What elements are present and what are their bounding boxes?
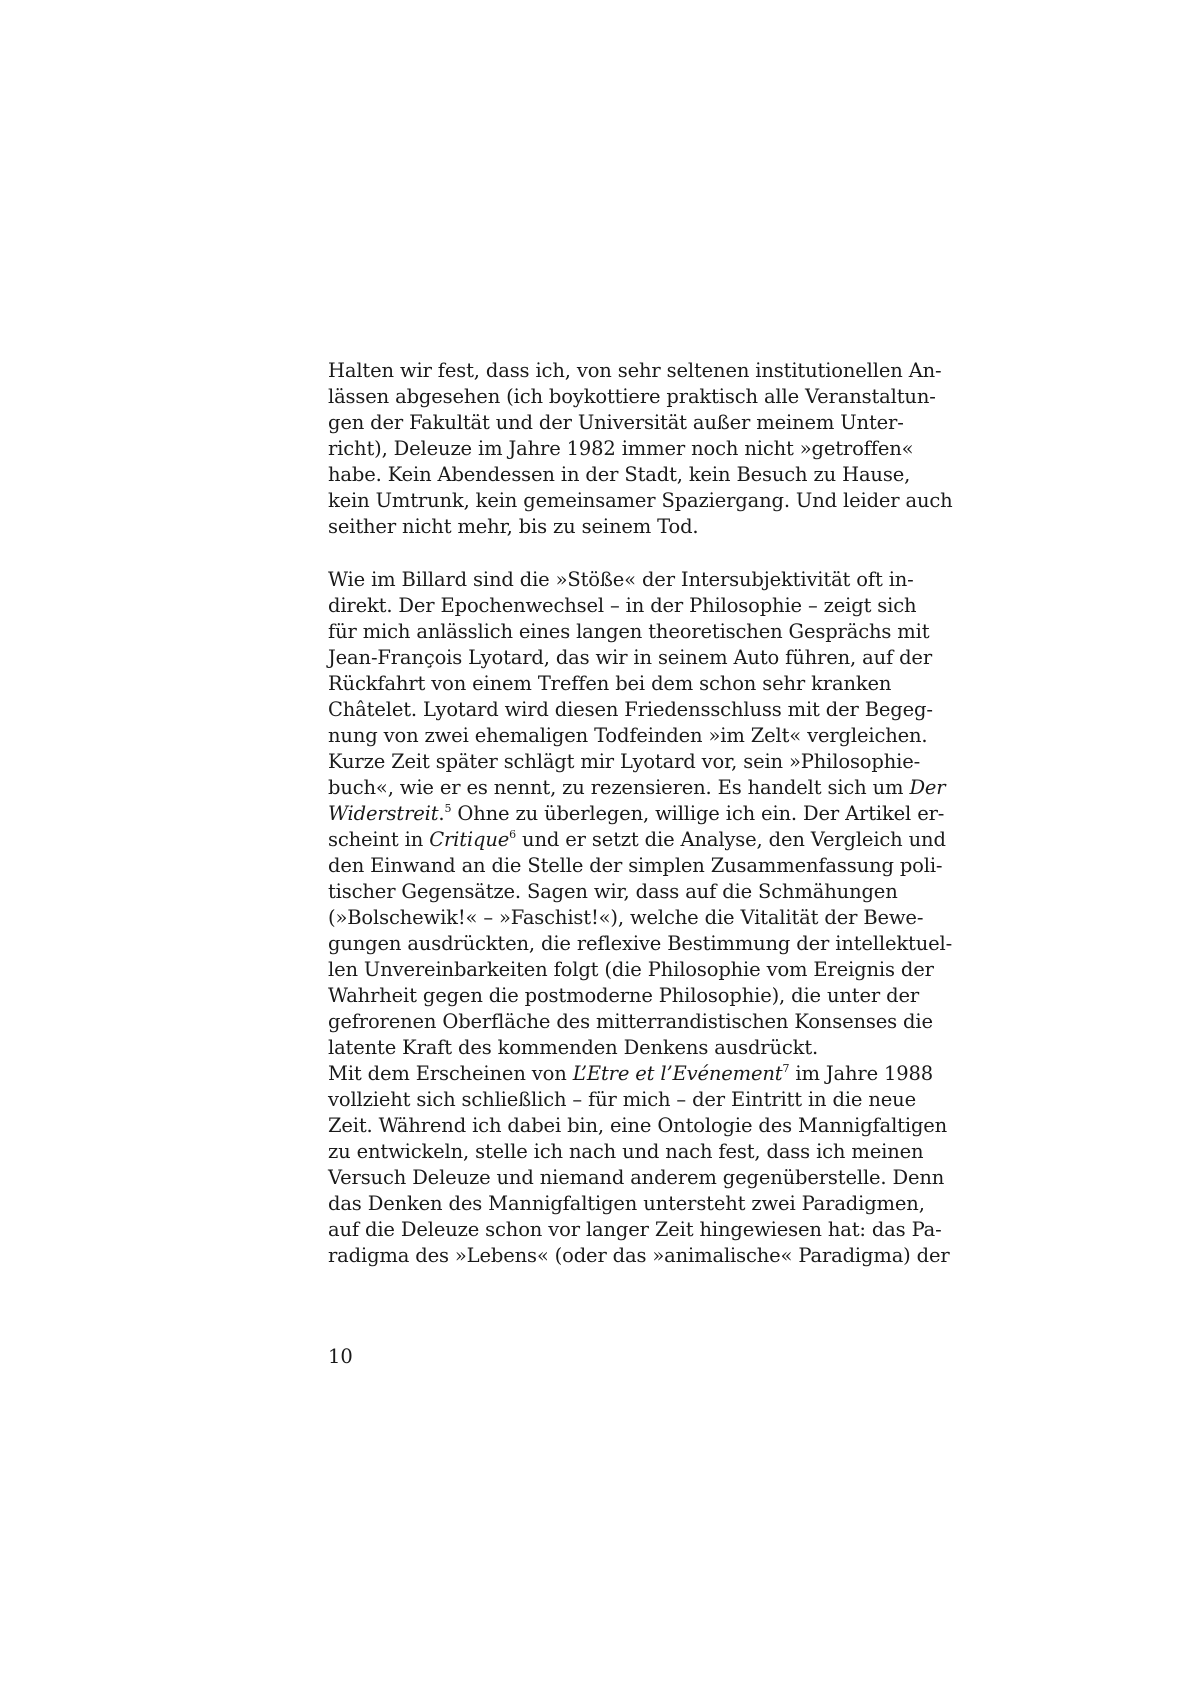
text-segment: und er setzt die Analyse, den Vergleich und	[516, 828, 946, 851]
text-segment: Versuch Deleuze und niemand anderem gegenüberstelle. Denn	[328, 1166, 945, 1189]
text-segment: len Unvereinbarkeiten folgt (die Philosophie vom Ereignis der	[328, 958, 934, 981]
text-line	[328, 671, 892, 697]
paragraph	[328, 1061, 950, 1269]
text-segment: Wie im Billard sind die »Stöße« der Intersubjektivität oft in-	[328, 568, 914, 591]
body-text	[328, 358, 953, 1269]
footnote-marker: 7	[782, 1062, 790, 1075]
text-line	[328, 1217, 942, 1243]
text-segment: Ohne zu überlegen, willige ich ein. Der Artikel er-	[451, 802, 945, 825]
text-line	[328, 567, 914, 593]
text-line	[328, 1061, 934, 1087]
text-segment: tischer Gegensätze. Sagen wir, dass auf die Schmähungen	[328, 880, 898, 903]
page-number: 10	[328, 1345, 353, 1368]
text-line	[328, 593, 917, 619]
text-line	[328, 645, 932, 671]
text-segment: Jean-François Lyotard, das wir in seinem Auto führen, auf der	[328, 646, 932, 669]
footnote-marker: 6	[509, 828, 516, 841]
text-line	[328, 879, 898, 905]
italic-title: L’Etre et l’Evénement	[572, 1062, 783, 1085]
text-segment: (»Bolschewik!« – »Faschist!«), welche die Vitalität der Bewe-	[328, 906, 924, 929]
text-segment: seither nicht mehr, bis zu seinem Tod.	[328, 515, 699, 538]
text-segment: gungen ausdrückten, die reflexive Bestimmung der intellektuel-	[328, 932, 953, 955]
text-segment: richt), Deleuze im Jahre 1982 immer noch nicht »getroffen«	[328, 437, 914, 460]
text-line	[328, 462, 911, 488]
text-line	[328, 957, 934, 983]
text-segment: gefrorenen Oberfläche des mitterrandistischen Konsenses die	[328, 1010, 933, 1033]
text-segment: zu entwickeln, stelle ich nach und nach fest, dass ich meinen	[328, 1140, 924, 1163]
text-segment: gen der Fakultät und der Universität außer meinem Unter-	[328, 411, 904, 434]
text-line	[328, 801, 945, 827]
text-segment: buch«, wie er es nennt, zu rezensieren. Es handelt sich um	[328, 776, 910, 799]
text-segment: lässen abgesehen (ich boykottiere praktisch alle Veranstaltun-	[328, 385, 936, 408]
text-line	[328, 1243, 950, 1269]
text-segment: latente Kraft des kommenden Denkens ausdrückt.	[328, 1036, 819, 1059]
text-line	[328, 1191, 925, 1217]
text-line	[328, 697, 933, 723]
text-segment: Châtelet. Lyotard wird diesen Friedensschluss mit der Begeg-	[328, 698, 933, 721]
text-line	[328, 1035, 882, 1061]
text-line	[328, 488, 953, 514]
text-segment: Zeit. Während ich dabei bin, eine Ontologie des Mannigfaltigen	[328, 1114, 948, 1137]
text-line	[328, 723, 928, 749]
text-line	[328, 853, 943, 879]
text-line	[328, 775, 946, 801]
text-line	[328, 436, 914, 462]
text-segment: den Einwand an die Stelle der simplen Zusammenfassung poli-	[328, 854, 943, 877]
text-segment: scheint in	[328, 828, 430, 851]
text-segment: für mich anlässlich eines langen theoretischen Gesprächs mit	[328, 620, 930, 643]
text-line	[328, 983, 920, 1009]
text-segment: .	[438, 802, 445, 825]
text-segment: das Denken des Mannigfaltigen untersteht zwei Paradigmen,	[328, 1192, 925, 1215]
text-line	[328, 619, 930, 645]
text-segment: habe. Kein Abendessen in der Stadt, kein Besuch zu Hause,	[328, 463, 911, 486]
text-line	[328, 1087, 916, 1113]
text-segment: Mit dem Erscheinen von	[328, 1062, 573, 1085]
text-line	[328, 931, 953, 957]
paragraph	[328, 358, 953, 540]
paragraph-gap	[328, 540, 882, 567]
text-segment: Halten wir fest, dass ich, von sehr seltenen institutionellen An-	[328, 359, 942, 382]
text-segment: Rückfahrt von einem Treffen bei dem schon sehr kranken	[328, 672, 892, 695]
text-segment: vollzieht sich schließlich – für mich – der Eintritt in die neue	[328, 1088, 916, 1111]
italic-title: Der	[909, 776, 946, 799]
text-line	[328, 905, 924, 931]
footnote-marker: 5	[444, 802, 452, 815]
italic-title: Critique	[429, 828, 510, 851]
text-line	[328, 1165, 945, 1191]
text-line	[328, 1113, 948, 1139]
text-line	[328, 514, 882, 540]
text-segment: im Jahre 1988	[789, 1062, 934, 1085]
text-segment: auf die Deleuze schon vor langer Zeit hingewiesen hat: das Pa-	[328, 1218, 942, 1241]
text-line	[328, 1139, 924, 1165]
text-segment: nung von zwei ehemaligen Todfeinden »im Zelt« vergleichen.	[328, 724, 928, 747]
text-line	[328, 749, 921, 775]
text-segment: Wahrheit gegen die postmoderne Philosophie), die unter der	[328, 984, 920, 1007]
text-segment: radigma des »Lebens« (oder das »animalische« Paradigma) der	[328, 1244, 950, 1267]
text-segment: Kurze Zeit später schlägt mir Lyotard vor, sein »Philosophie-	[328, 750, 921, 773]
text-segment: kein Umtrunk, kein gemeinsamer Spaziergang. Und leider auch	[328, 489, 953, 512]
text-line	[328, 827, 946, 853]
paragraph	[328, 567, 953, 1061]
text-segment: direkt. Der Epochenwechsel – in der Philosophie – zeigt sich	[328, 594, 917, 617]
text-line	[328, 1009, 933, 1035]
text-line	[328, 358, 942, 384]
text-line	[328, 410, 904, 436]
text-line	[328, 384, 936, 410]
italic-title: Widerstreit	[328, 802, 439, 825]
